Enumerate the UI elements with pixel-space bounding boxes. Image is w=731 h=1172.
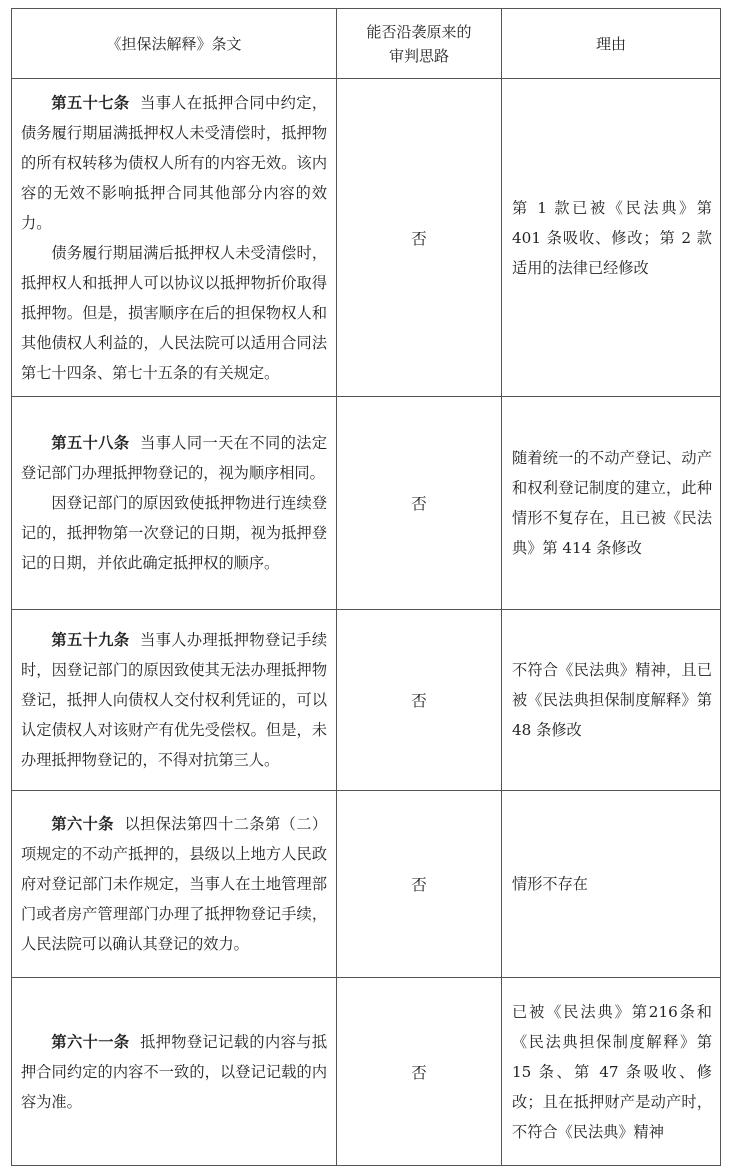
- clause-cell: [12, 79, 337, 397]
- reason-cell: 随着统一的不动产登记、动产和权利登记制度的建立，此种情形不复存在，且已被《民法典》第 414 条修改: [502, 397, 721, 610]
- clause-text: 当事人在抵押合同中约定，债务履行期届满抵押权人未受清偿时，抵押物的所有权转移为债权人所有的内容无效。该内容的无效不影响抵押合同其他部分内容的效力。: [21, 93, 328, 232]
- clause-paragraph: [21, 625, 327, 775]
- header-follow-line2: 审判思路: [388, 46, 449, 65]
- header-reason: 理由: [502, 9, 721, 79]
- reason-cell: 情形不存在: [502, 791, 721, 978]
- reason-cell: 不符合《民法典》精神，且已被《民法典担保制度解释》第 48 条修改: [502, 610, 721, 791]
- follow-cell: 否: [337, 79, 502, 397]
- clause-number: 第六十一条: [51, 1032, 130, 1051]
- clause-paragraph: [21, 428, 327, 488]
- follow-cell: 否: [337, 397, 502, 610]
- reason-cell: 已被《民法典》第216条和《民法典担保制度解释》第 15 条、第 47 条吸收、修改；且在抵押财产是动产时，不符合《民法典》精神: [502, 978, 721, 1166]
- clause-cell: [12, 791, 337, 978]
- header-follow-line1: 能否沿袭原来的: [366, 22, 472, 41]
- clause-paragraph: [21, 809, 327, 959]
- clause-number: 第五十八条: [51, 434, 130, 452]
- follow-cell: 否: [337, 978, 502, 1166]
- reason-cell: 第 1 款已被《民法典》第 401 条吸收、修改；第 2 款适用的法律已经修改: [502, 79, 721, 397]
- table-row: [12, 978, 721, 1166]
- clause-comparison-table: [11, 8, 721, 1166]
- clause-paragraph: [21, 1027, 327, 1117]
- header-clause: 《担保法解释》条文: [12, 9, 337, 79]
- clause-text: 债务履行期届满后抵押权人未受清偿时，抵押权人和抵押人可以协议以抵押物折价取得抵押物。但是，损害顺序在后的担保物权人和其他债权人利益的，人民法院可以适用合同法第七十四条、第七十五条的有关规定。: [21, 243, 327, 382]
- follow-cell: 否: [337, 610, 502, 791]
- clause-paragraph: [21, 238, 327, 388]
- table-row: [12, 610, 721, 791]
- clause-text: 抵押物登记记载的内容与抵押合同约定的内容不一致的，以登记记载的内容为准。: [21, 1032, 328, 1111]
- clause-text: 以担保法第四十二条第（二）项规定的不动产抵押的，县级以上地方人民政府对登记部门未作规定，当事人在土地管理部门或者房产管理部门办理了抵押物登记手续，人民法院可以确认其登记的效力。: [21, 815, 328, 953]
- clause-number: 第六十条: [51, 815, 114, 833]
- clause-paragraph: [21, 488, 327, 578]
- clause-text: 当事人办理抵押物登记手续时，因登记部门的原因致使其无法办理抵押物登记，抵押人向债权人交付权利凭证的，可以认定债权人对该财产有优先受偿权。但是，未办理抵押物登记的，不得对抗第三人。: [21, 631, 328, 769]
- table-header-row: [12, 9, 721, 79]
- table-row: [12, 397, 721, 610]
- clause-cell: [12, 978, 337, 1166]
- follow-cell: 否: [337, 791, 502, 978]
- clause-text: 当事人同一天在不同的法定登记部门办理抵押物登记的，视为顺序相同。: [21, 434, 328, 482]
- clause-paragraph: [21, 88, 327, 238]
- clause-cell: [12, 610, 337, 791]
- clause-number: 第五十九条: [51, 631, 130, 649]
- clause-text: 因登记部门的原因致使抵押物进行连续登记的，抵押物第一次登记的日期，视为抵押登记的日期，并依此确定抵押权的顺序。: [21, 494, 327, 572]
- table-row: [12, 79, 721, 397]
- clause-cell: [12, 397, 337, 610]
- header-follow: [337, 9, 502, 79]
- clause-number: 第五十七条: [51, 93, 130, 112]
- table-row: [12, 791, 721, 978]
